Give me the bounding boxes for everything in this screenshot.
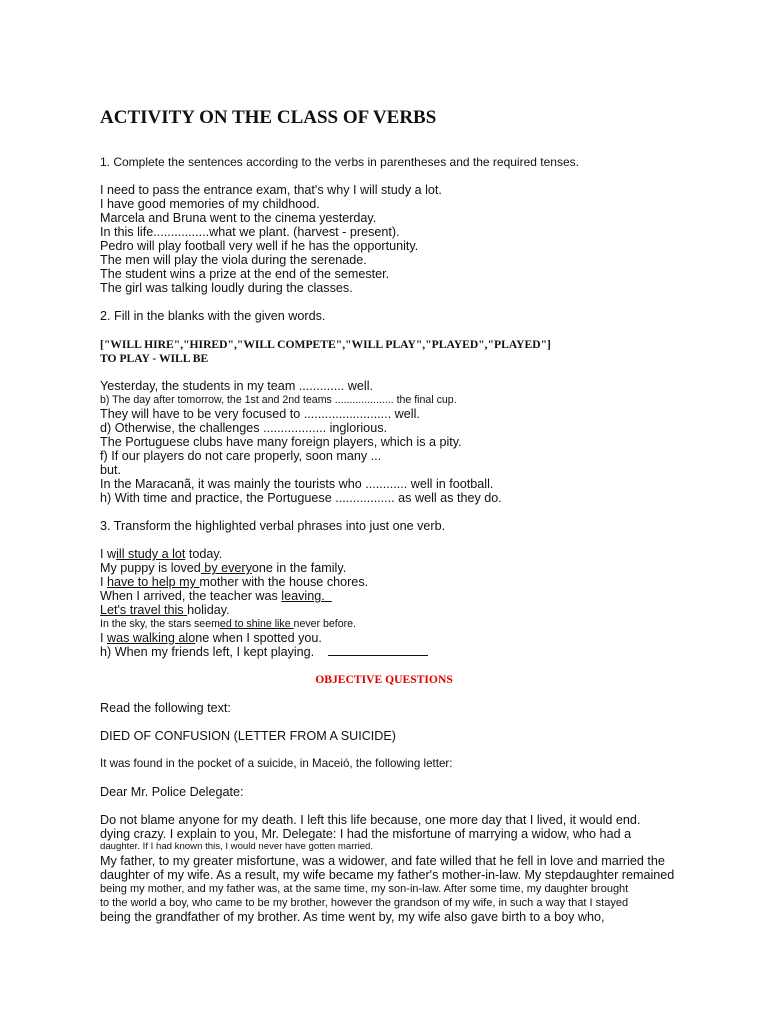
highlighted-phrase: was walking alo <box>107 631 196 645</box>
question-2-prompt: 2. Fill in the blanks with the given words. <box>100 309 326 323</box>
story-title: DIED OF CONFUSION (LETTER FROM A SUICIDE) <box>100 729 396 743</box>
q2-line: b) The day after tomorrow, the 1st and 2nd teams .................... the final cup. <box>100 394 457 406</box>
q1-line: I have good memories of my childhood. <box>100 197 320 211</box>
word-bank-line-2: TO PLAY - WILL BE <box>100 352 209 365</box>
letter-line: daughter of my wife. As a result, my wife became my father's mother-in-law. My stepdaughter remained <box>100 868 675 882</box>
q1-line: Marcela and Bruna went to the cinema yesterday. <box>100 211 377 225</box>
q1-line: Pedro will play football very well if he has the opportunity. <box>100 239 419 253</box>
q3-line: Let's travel this holiday. <box>100 603 230 617</box>
q3-line: I will study a lot today. <box>100 547 223 561</box>
highlighted-phrase: have to help my <box>107 575 200 589</box>
story-intro: It was found in the pocket of a suicide, in Maceió, the following letter: <box>100 757 453 770</box>
q3-line: h) When my friends left, I kept playing. <box>100 645 428 659</box>
q1-line: In this life................what we plant. (harvest - present). <box>100 225 400 239</box>
letter-salutation: Dear Mr. Police Delegate: <box>100 785 244 799</box>
q2-line: In the Maracanã, it was mainly the tourists who ............ well in football. <box>100 477 494 491</box>
letter-line: being my mother, and my father was, at the same time, my son-in-law. After some time, my daughter brought <box>100 883 629 895</box>
letter-line: being the grandfather of my brother. As time went by, my wife also gave birth to a boy who, <box>100 910 605 924</box>
q3-line: When I arrived, the teacher was leaving. <box>100 589 332 603</box>
q2-line: but. <box>100 463 122 477</box>
highlighted-phrase: leaving. <box>281 589 332 603</box>
word-bank-line-1: ["WILL HIRE","HIRED","WILL COMPETE","WILL PLAY","PLAYED","PLAYED"] <box>100 338 551 351</box>
q2-line: d) Otherwise, the challenges .................. inglorious. <box>100 421 387 435</box>
q1-line: The men will play the viola during the serenade. <box>100 253 367 267</box>
q3-line: I was walking alone when I spotted you. <box>100 631 322 645</box>
highlighted-phrase: ed to shine like <box>219 618 294 630</box>
q2-line: h) With time and practice, the Portuguese ................. as well as they do. <box>100 491 502 505</box>
highlighted-phrase: by every <box>200 561 252 575</box>
letter-line: Do not blame anyone for my death. I left this life because, one more day that I lived, it would end. <box>100 813 641 827</box>
highlighted-phrase: Let's travel this <box>100 603 188 617</box>
q2-line: They will have to be very focused to ......................... well. <box>100 407 420 421</box>
highlighted-phrase: ill study a lot <box>116 547 186 561</box>
letter-line: daughter. If I had known this, I would never have gotten married. <box>100 841 374 852</box>
letter-line: to the world a boy, who came to be my brother, however the grandson of my wife, in such a way that I stayed <box>100 897 629 909</box>
q3-line: I have to help my mother with the house chores. <box>100 575 369 589</box>
answer-blank-line <box>328 645 428 656</box>
q2-line: The Portuguese clubs have many foreign players, which is a pity. <box>100 435 462 449</box>
read-instruction: Read the following text: <box>100 701 231 715</box>
q3-line: My puppy is loved by everyone in the family. <box>100 561 347 575</box>
letter-line: dying crazy. I explain to you, Mr. Delegate: I had the misfortune of marrying a widow, who had a <box>100 827 632 841</box>
q3-line: In the sky, the stars seemed to shine like never before. <box>100 618 356 630</box>
q1-line: I need to pass the entrance exam, that's why I will study a lot. <box>100 183 442 197</box>
q1-line: The student wins a prize at the end of the semester. <box>100 267 390 281</box>
document-title: ACTIVITY ON THE CLASS OF VERBS <box>100 107 437 128</box>
q1-line: The girl was talking loudly during the classes. <box>100 281 353 295</box>
q2-line: f) If our players do not care properly, soon many ... <box>100 449 382 463</box>
objective-questions-heading: OBJECTIVE QUESTIONS <box>315 673 453 686</box>
letter-line: My father, to my greater misfortune, was a widower, and fate willed that he fell in love and married the <box>100 854 665 868</box>
question-3-prompt: 3. Transform the highlighted verbal phrases into just one verb. <box>100 519 446 533</box>
q2-line: Yesterday, the students in my team ............. well. <box>100 379 373 393</box>
question-1-prompt: 1. Complete the sentences according to the verbs in parentheses and the required tenses. <box>100 155 579 169</box>
